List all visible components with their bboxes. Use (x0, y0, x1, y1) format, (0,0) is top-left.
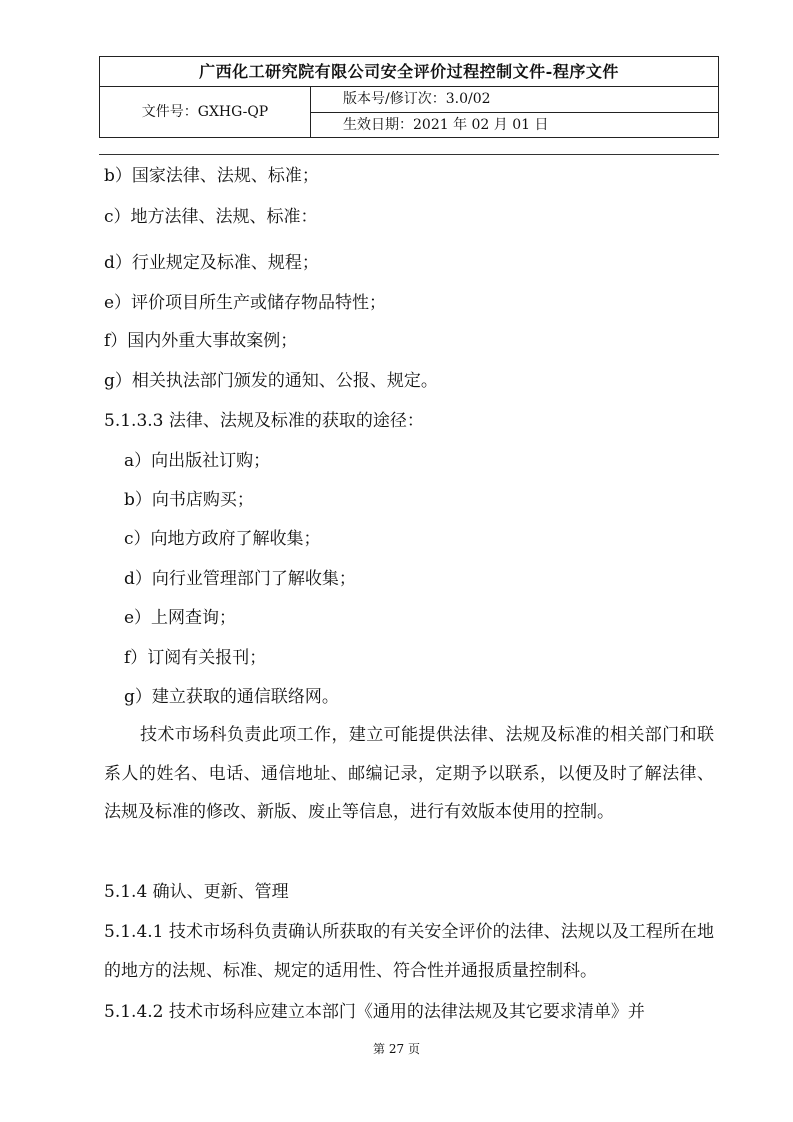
document-header-table (99, 56, 719, 138)
way-item-g: g）建立获取的通信联络网。 (124, 687, 339, 707)
section-514-heading: 5.1.4 确认、更新、管理 (104, 882, 289, 902)
doc-number: 文件号：GXHG-QP (100, 86, 311, 138)
list-item-g: g）相关执法部门颁发的通知、公报、规定。 (104, 371, 438, 391)
version-number: 版本号/修订次：3.0/02 (311, 86, 718, 113)
paragraph-5142: 5.1.4.2 技术市场科应建立本部门《通用的法律法规及其它要求清单》并 (104, 1002, 645, 1022)
list-item-f: f）国内外重大事故案例； (104, 331, 298, 351)
body-paragraph: 技术市场科负责此项工作，建立可能提供法律、法规及标准的相关部门和联系人的姓名、电话、通信地址、邮编记录，定期予以联系，以便及时了解法律、法规及标准的修改、新版、废止等信息，进行有效版本使用的控制。 (104, 725, 714, 822)
header-divider (99, 154, 719, 155)
list-item-d: d）行业规定及标准、规程； (104, 253, 319, 273)
way-item-f: f）订阅有关报刊； (124, 648, 267, 668)
effective-date: 生效日期：2021 年 02 月 01 日 (343, 117, 549, 133)
way-item-b: b）向书店购买； (124, 490, 254, 510)
list-item-e: e）评价项目所生产或储存物品特性； (104, 293, 387, 313)
page-number: 第 27 页 (373, 1042, 420, 1056)
way-item-d: d）向行业管理部门了解收集； (124, 569, 356, 589)
way-item-e: e）上网查询； (124, 608, 237, 628)
way-item-a: a）向出版社订购； (124, 451, 271, 471)
list-item-b: b）国家法律、法规、标准； (104, 166, 319, 186)
paragraph-5141: 5.1.4.1 技术市场科负责确认所获取的有关安全评价的法律、法规以及工程所在地的地方的法规、标准、规定的适用性、符合性并通报质量控制科。 (104, 922, 714, 981)
list-item-c: c）地方法律、法规、标准： (104, 207, 318, 227)
section-5133-heading: 5.1.3.3 法律、法规及标准的获取的途径： (104, 411, 424, 431)
header-title: 广西化工研究院有限公司安全评价过程控制文件-程序文件 (100, 57, 718, 87)
way-item-c: c）向地方政府了解收集； (124, 529, 321, 549)
